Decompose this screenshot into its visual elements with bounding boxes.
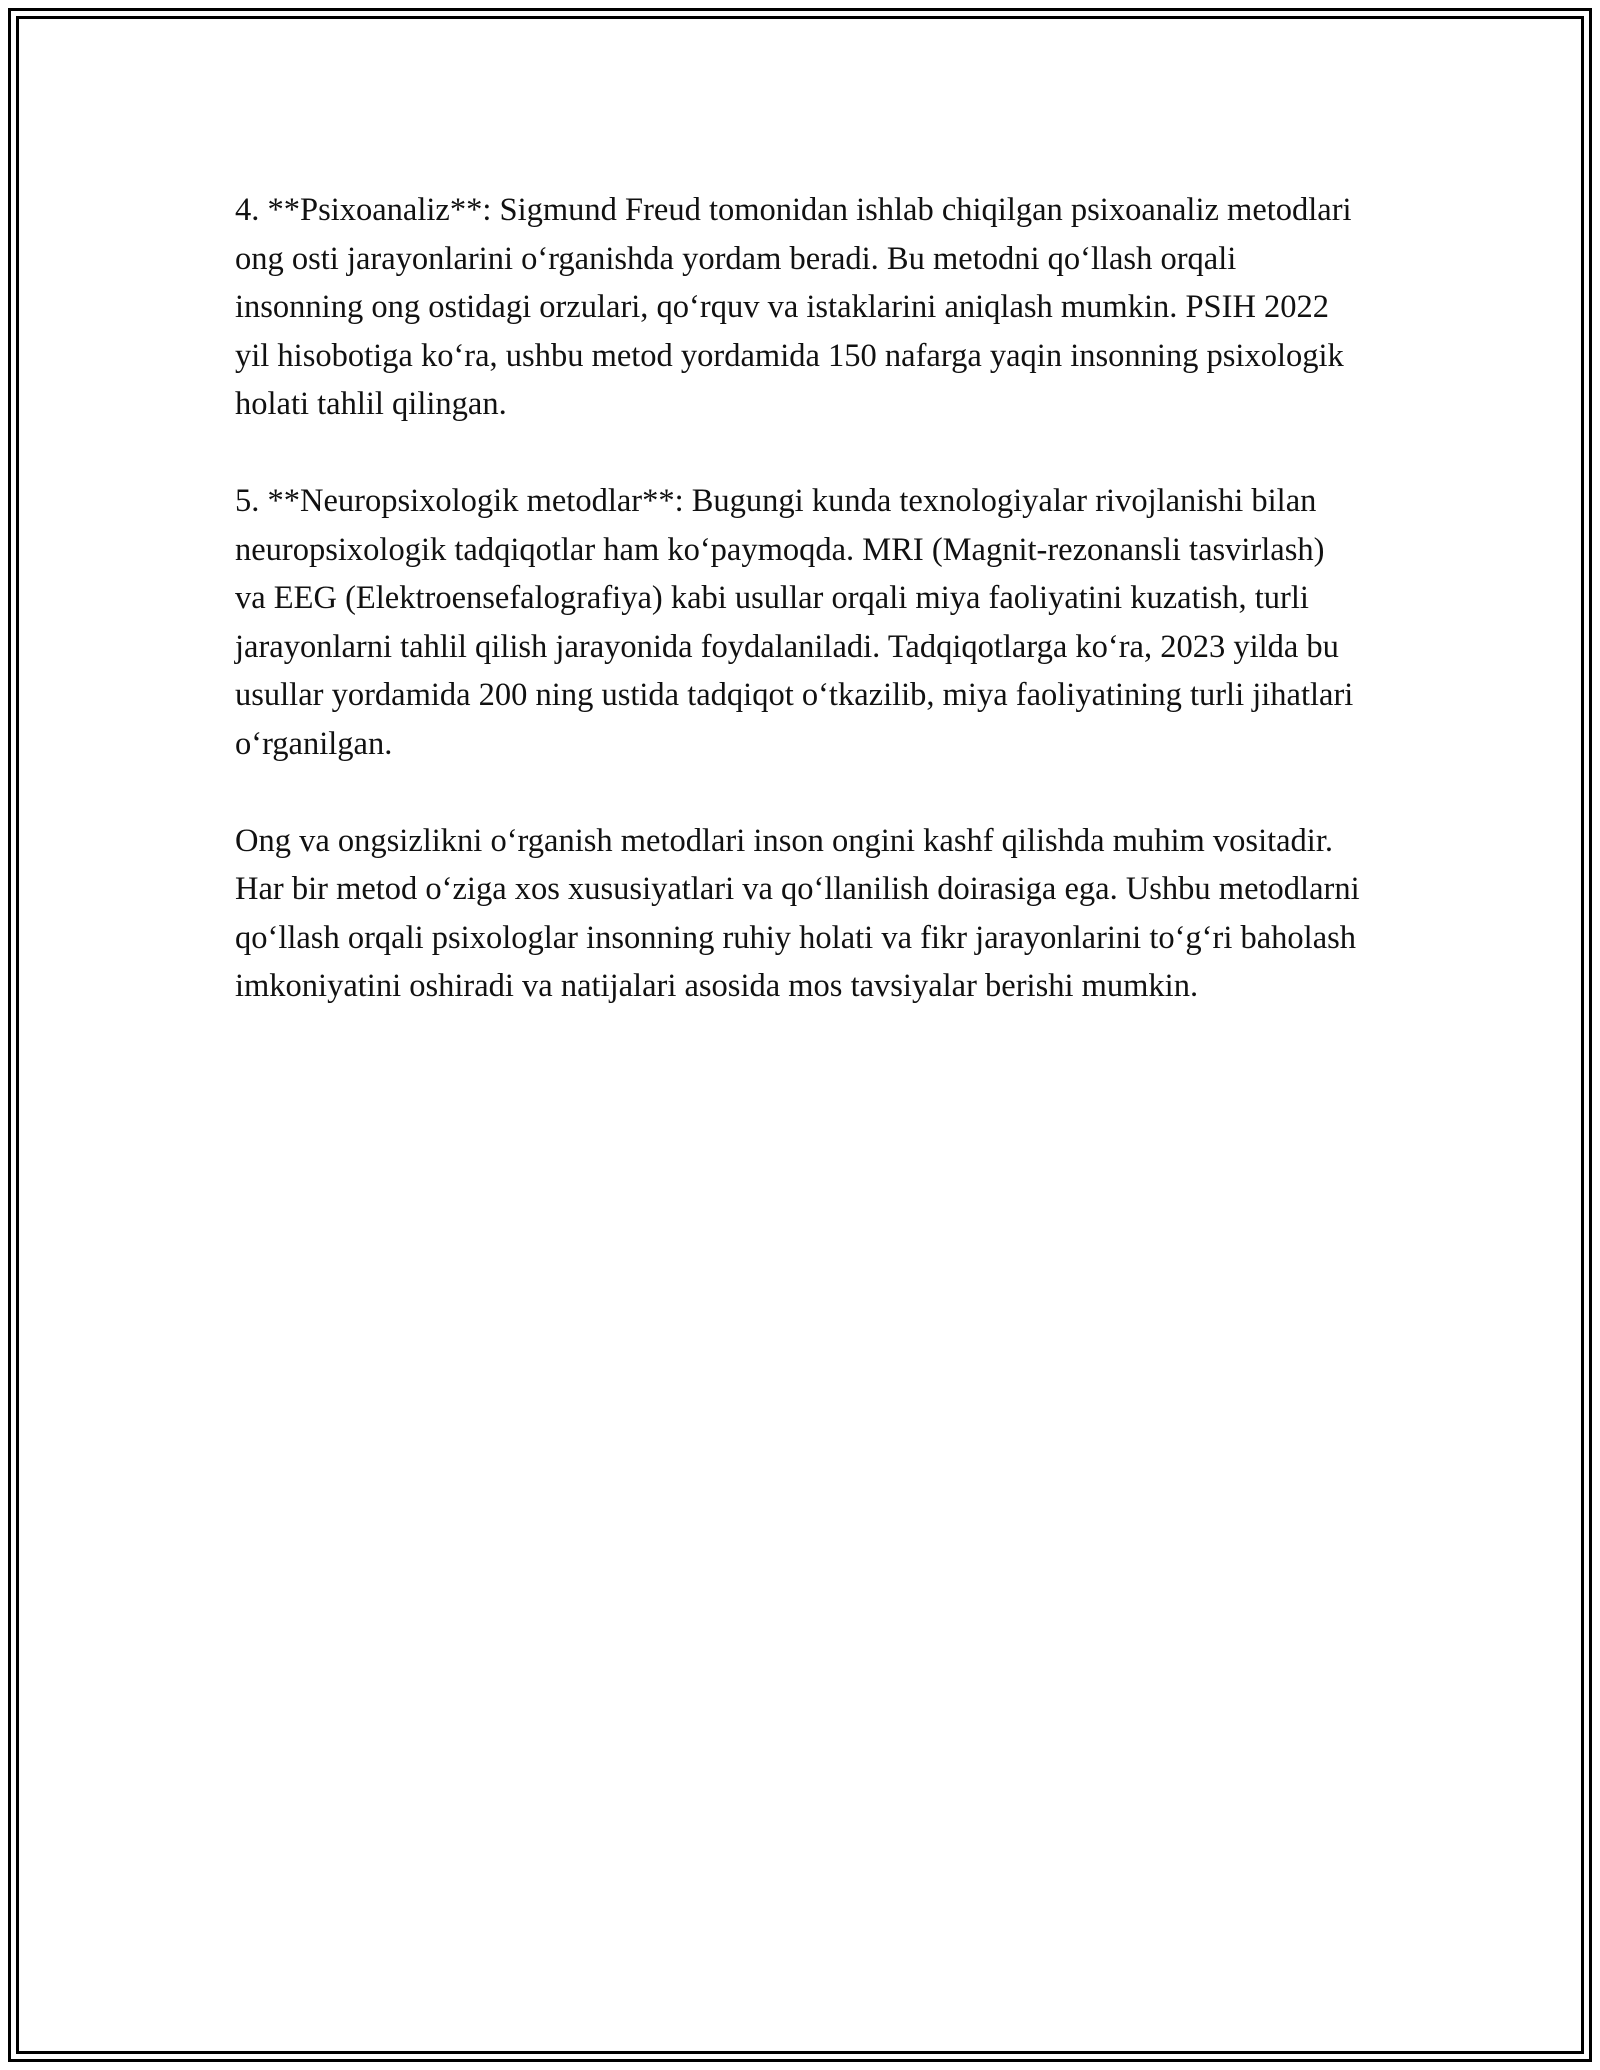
paragraph-neuropsixologik-metodlar: 5. **Neuropsixologik metodlar**: Bugungi kunda texnologiyalar rivojlanishi bilan neuropsixologik tadqiqotlar ham ko‘paymoqda. MRI (Magnit-rezonansli tasvirlash) va EEG (Elektroensefalografiya) kabi usullar orqali miya faoliyatini kuzatish, turli jarayonlarni tahlil qilish jarayonida foydalaniladi. Tadqiqotlarga ko‘ra, 2023 yilda bu usullar yordamida 200 ning ustida tadqiqot o‘tkazilib, miya faoliyatining turli jihatlari o‘rganilgan. — [235, 483, 1354, 762]
paragraph-psixoanaliz: 4. **Psixoanaliz**: Sigmund Freud tomonidan ishlab chiqilgan psixoanaliz metodlari ong osti jarayonlarini o‘rganishda yordam beradi. Bu metodni qo‘llash orqali insonning ong ostidagi orzulari, qo‘rquv va istaklarini aniqlash mumkin. PSIH 2022 yil hisobotiga ko‘ra, ushbu metod yordamida 150 nafarga yaqin insonning psixologik holati tahlil qilingan. — [235, 192, 1352, 422]
document-body — [235, 186, 1360, 1059]
paragraph-conclusion: Ong va ongsizlikni o‘rganish metodlari inson ongini kashf qilishda muhim vositadir. Har bir metod o‘ziga xos xususiyatlari va qo‘llanilish doirasiga ega. Ushbu metodlarni qo‘llash orqali psixologlar insonning ruhiy holati va fikr jarayonlarini to‘g‘ri baholash imkoniyatini oshiradi va natijalari asosida mos tavsiyalar berishi mumkin. — [235, 822, 1360, 1004]
